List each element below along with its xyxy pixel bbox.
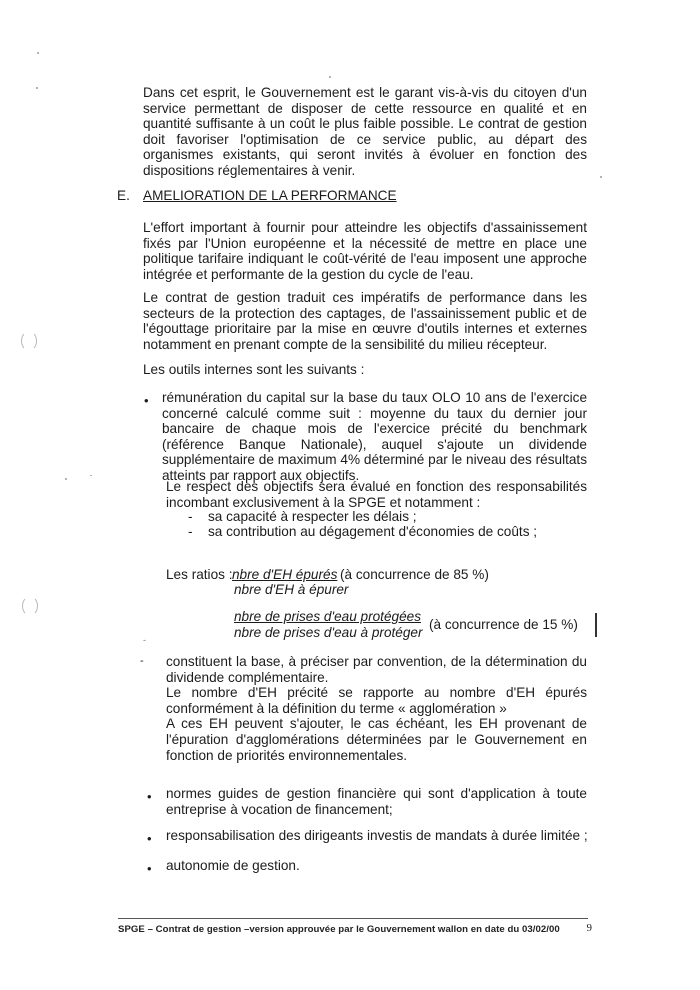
- bullet-normes: normes guides de gestion financière qui sont d'application à toute entreprise à vocation de financement;: [166, 786, 587, 817]
- bullet-marker: •: [147, 789, 152, 804]
- bullet-marker: •: [147, 831, 152, 846]
- bullet-marker: •: [147, 861, 152, 876]
- dash-marker: -: [188, 509, 193, 524]
- scan-speck: [329, 76, 331, 78]
- respect-paragraph: Le respect des objectifs sera évalué en fonction des responsabilités incombant exclusivement à la SPGE et notamment :: [166, 479, 587, 510]
- dash-item: sa contribution au dégagement d'économies de coûts ;: [208, 524, 538, 539]
- scan-speck: [37, 52, 39, 54]
- punch-hole-mark: [21, 331, 37, 351]
- ratio1-note: (à concurrence de 85 %): [340, 567, 489, 582]
- paragraph-contrat: Le contrat de gestion traduit ces impératifs de performance dans les secteurs de la protection des captages, de l'assainissement public et de l'égouttage prioritaire par la mise en œuvre d'outils internes et externes notamment en prenant compte de la sensibilité du milieu récepteur.: [143, 290, 587, 352]
- ratio2-denominator: nbre de prises d'eau à protéger: [234, 625, 423, 640]
- bullet-marker: •: [144, 393, 149, 408]
- page-number: 9: [586, 922, 592, 934]
- ratio2-numerator: nbre de prises d'eau protégées: [234, 609, 421, 624]
- bullet-remuneration: rémunération du capital sur la base du taux OLO 10 ans de l'exercice concerné calculé comme suit : moyenne du taux du dernier jour bancaire de chaque mois de l'exercice précité du benchmark (référence Banque Nationale), auquel s'ajoute un dividende supplémentaire de maximum 4% déterminé par le niveau des résultats atteints par rapport aux objectifs.: [162, 390, 587, 483]
- section-letter: E.: [117, 188, 130, 203]
- page-footer: [118, 922, 592, 938]
- section-title: AMELIORATION DE LA PERFORMANCE: [143, 188, 397, 203]
- punch-hole-mark: [22, 596, 38, 616]
- constituent-line: Le nombre d'EH précité se rapporte au nombre d'EH épurés conformément à la définition du terme « agglomération »: [166, 685, 587, 716]
- footer-text: SPGE – Contrat de gestion –version approuvée par le Gouvernement wallon en date du 03/02/00: [118, 924, 560, 935]
- section-heading: [117, 188, 417, 204]
- bullet-autonomie: autonomie de gestion.: [166, 858, 300, 873]
- intro-paragraph: Dans cet esprit, le Gouvernement est le garant vis-à-vis du citoyen d'un service permettant de disposer de cette ressource en qualité et en quantité suffisante à un coût le plus faible possible. Le contrat de gestion doit favoriser l'optimisation de ce service public, au départ des organismes existants, qui seront invités à évoluer en fonction des dispositions réglementaires à venir.: [143, 85, 587, 178]
- ratios-label: Les ratios :: [166, 567, 233, 582]
- dash-item: sa capacité à respecter les délais ;: [208, 509, 417, 524]
- paragraph-effort: L'effort important à fournir pour atteindre les objectifs d'assainissement fixés par l'Union européenne et la nécessité de mettre en place une politique tarifaire indiquant le coût-vérité de l'eau imposent une approche intégrée et performante de la gestion du cycle de l'eau.: [143, 220, 587, 282]
- ratio1-numerator: nbre d'EH épurés: [232, 567, 338, 582]
- constituent-line: A ces EH peuvent s'ajouter, le cas échéant, les EH provenant de l'épuration d'agglomérations déterminées par le Gouvernement en fonction de priorités environnementales.: [166, 716, 587, 763]
- scan-speck: [600, 176, 602, 178]
- bullet-responsabilisation: responsabilisation des dirigeants investis de mandats à durée limitée ;: [166, 828, 588, 843]
- margin-change-bar: [595, 613, 597, 637]
- constituent-line: constituent la base, à préciser par convention, de la détermination du dividende complémentaire.: [166, 654, 587, 685]
- footer-rule: [118, 918, 588, 919]
- scan-speck: [65, 478, 67, 480]
- small-dash-marker: -: [143, 635, 146, 645]
- scan-speck: [90, 475, 92, 476]
- outils-intro: Les outils internes sont les suivants :: [143, 362, 365, 377]
- ratio2-note: (à concurrence de 15 %): [429, 617, 578, 632]
- constituent-block: [166, 654, 587, 763]
- scan-speck: [36, 87, 38, 89]
- small-dash-marker: -: [140, 655, 144, 667]
- dash-marker: -: [188, 524, 193, 539]
- ratio1-denominator: nbre d'EH à épurer: [234, 582, 349, 597]
